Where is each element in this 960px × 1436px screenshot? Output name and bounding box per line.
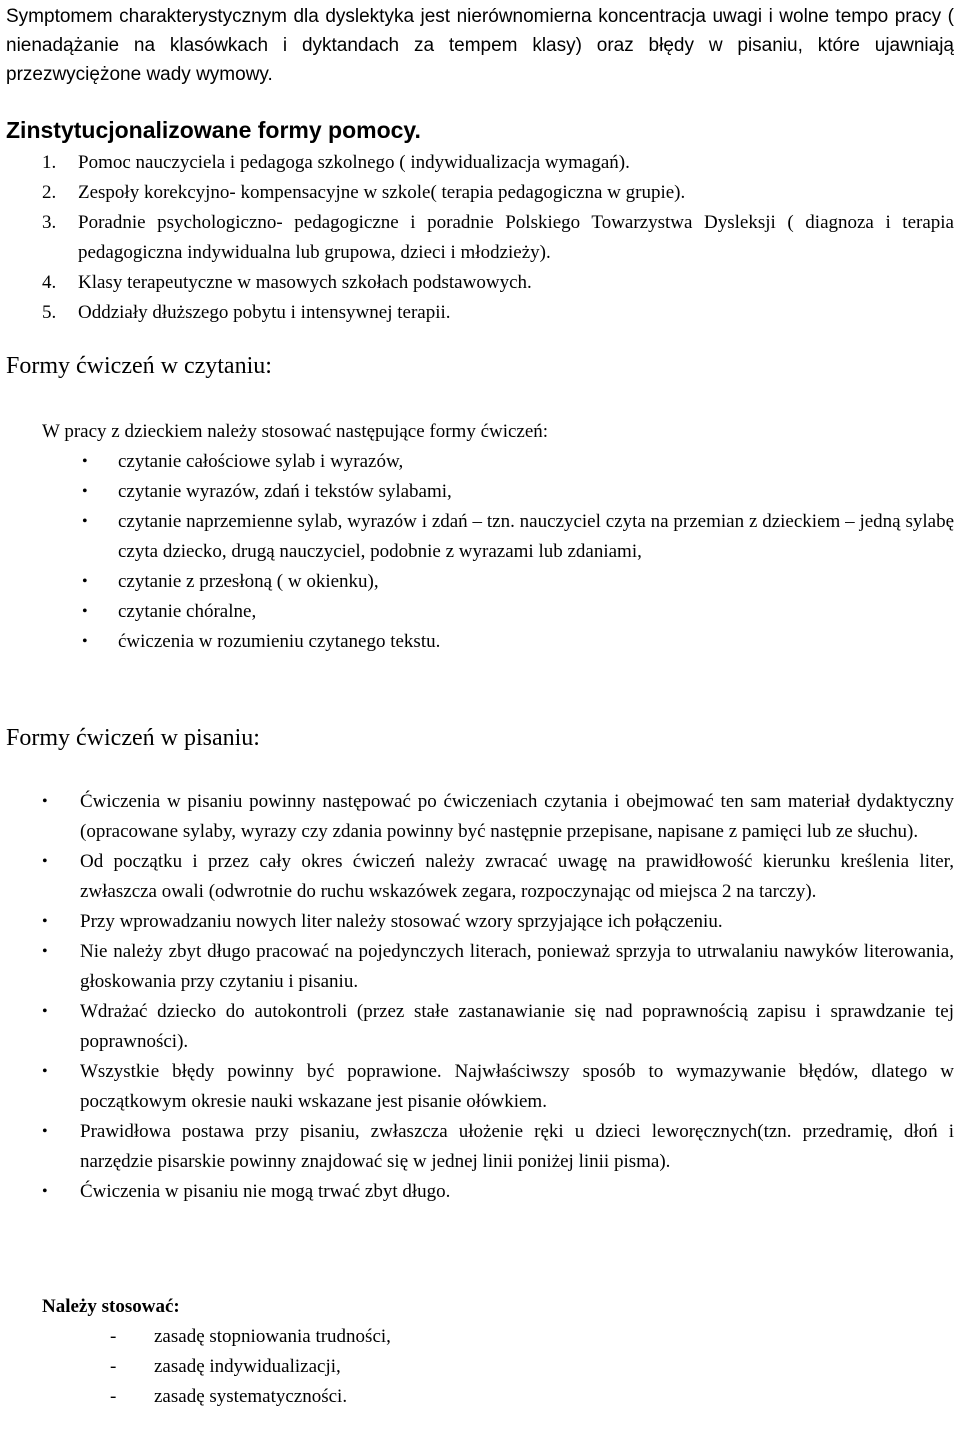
item-text: czytanie naprzemienne sylab, wyrazów i zdań – tzn. nauczyciel czyta na przemian z dzieckiem – jedną sylabę czyta dziecko, drugą nauczyciel, podobnie z wyrazami lub zdaniami, xyxy=(118,511,954,562)
bullet-icon: • xyxy=(42,1183,48,1200)
bullet-icon: • xyxy=(42,793,48,810)
numbered-item xyxy=(42,148,954,178)
bullet-icon: • xyxy=(82,513,88,530)
bullet-icon: • xyxy=(42,913,48,930)
reading-exercises-heading: Formy ćwiczeń w czytaniu: xyxy=(6,353,272,379)
numbered-item xyxy=(42,298,954,328)
principles-list xyxy=(110,1322,391,1412)
bullet-item xyxy=(42,787,954,847)
writing-exercises-list xyxy=(42,787,954,1207)
bullet-icon: • xyxy=(82,453,88,470)
bullet-icon: • xyxy=(42,1123,48,1140)
bullet-item xyxy=(82,567,954,597)
item-text: Ćwiczenia w pisaniu powinny następować po ćwiczeniach czytania i obejmować ten sam materiał dydaktyczny (opracowane sylaby, wyrazy czy zdania powinny być następnie przepisane, napisane z pamięci lub ze słuchu). xyxy=(80,791,954,842)
item-text: czytanie chóralne, xyxy=(118,601,257,622)
principles-label: Należy stosować: xyxy=(42,1296,180,1317)
bullet-icon: • xyxy=(82,483,88,500)
item-text: zasadę indywidualizacji, xyxy=(154,1356,341,1377)
item-text: Ćwiczenia w pisaniu nie mogą trwać zbyt długo. xyxy=(80,1181,451,1202)
item-text: czytanie wyrazów, zdań i tekstów sylabami, xyxy=(118,481,452,502)
bullet-item xyxy=(42,907,954,937)
dash-item xyxy=(110,1322,391,1352)
item-text: Nie należy zbyt długo pracować na pojedynczych literach, ponieważ sprzyja to utrwalaniu nawyków literowania, głoskowania przy czytaniu i pisaniu. xyxy=(80,941,954,992)
writing-exercises-heading: Formy ćwiczeń w pisaniu: xyxy=(6,725,260,751)
dash-item xyxy=(110,1352,391,1382)
item-text: zasadę stopniowania trudności, xyxy=(154,1326,391,1347)
item-text: Wszystkie błędy powinny być poprawione. Najwłaściwszy sposób to wymazywanie błędów, dlatego w początkowym okresie nauki wskazane jest pisanie ołówkiem. xyxy=(80,1061,954,1112)
bullet-item xyxy=(82,597,954,627)
dash-marker: - xyxy=(110,1356,117,1377)
item-text: Poradnie psychologiczno- pedagogiczne i poradnie Polskiego Towarzystwa Dysleksji ( diagnoza i terapia pedagogiczna indywidualna lub grupowa, dzieci i młodzieży). xyxy=(78,212,954,263)
bullet-item xyxy=(82,447,954,477)
help-forms-heading: Zinstytucjonalizowane formy pomocy. xyxy=(6,117,421,143)
bullet-item xyxy=(42,847,954,907)
bullet-icon: • xyxy=(42,1063,48,1080)
numbered-item xyxy=(42,178,954,208)
item-number: 2. xyxy=(42,182,57,203)
bullet-item xyxy=(42,937,954,997)
item-number: 4. xyxy=(42,272,57,293)
dash-item xyxy=(110,1382,391,1412)
bullet-item xyxy=(82,477,954,507)
item-text: Prawidłowa postawa przy pisaniu, zwłaszcza ułożenie ręki u dzieci leworęcznych(tzn. przedramię, dłoń i narzędzie pisarskie powinny znajdować się w jednej linii poniżej linii pisma). xyxy=(80,1121,954,1172)
item-number: 3. xyxy=(42,212,57,233)
bullet-item xyxy=(82,627,954,657)
help-forms-list xyxy=(42,148,954,328)
reading-exercises-list xyxy=(82,447,954,657)
dash-marker: - xyxy=(110,1386,117,1407)
bullet-icon: • xyxy=(82,633,88,650)
bullet-icon: • xyxy=(82,573,88,590)
item-text: Klasy terapeutyczne w masowych szkołach podstawowych. xyxy=(78,272,532,293)
bullet-item xyxy=(82,507,954,567)
item-text: zasadę systematyczności. xyxy=(154,1386,348,1407)
item-text: czytanie całościowe sylab i wyrazów, xyxy=(118,451,404,472)
bullet-icon: • xyxy=(42,853,48,870)
item-text: Zespoły korekcyjno- kompensacyjne w szkole( terapia pedagogiczna w grupie). xyxy=(78,182,686,203)
intro-paragraph: Symptomem charakterystycznym dla dyslektyka jest nierównomierna koncentracja uwagi i wolne tempo pracy ( nienadążanie na klasówkach i dyktandach za tempem klasy) oraz błędy w pisaniu, które ujawniają przezwyciężone wady wymowy. xyxy=(6,6,954,85)
item-text: Pomoc nauczyciela i pedagoga szkolnego ( indywidualizacja wymagań). xyxy=(78,152,630,173)
bullet-item xyxy=(42,1117,954,1177)
numbered-item xyxy=(42,268,954,298)
item-number: 1. xyxy=(42,152,57,173)
bullet-icon: • xyxy=(42,1003,48,1020)
item-text: Przy wprowadzaniu nowych liter należy stosować wzory sprzyjające ich połączeniu. xyxy=(80,911,723,932)
item-text: ćwiczenia w rozumieniu czytanego tekstu. xyxy=(118,631,441,652)
bullet-item xyxy=(42,997,954,1057)
item-text: Oddziały dłuższego pobytu i intensywnej terapii. xyxy=(78,302,451,323)
bullet-item xyxy=(42,1057,954,1117)
bullet-icon: • xyxy=(42,943,48,960)
bullet-icon: • xyxy=(82,603,88,620)
item-text: czytanie z przesłoną ( w okienku), xyxy=(118,571,379,592)
dash-marker: - xyxy=(110,1326,117,1347)
item-text: Od początku i przez cały okres ćwiczeń należy zwracać uwagę na prawidłowość kierunku kreślenia liter, zwłaszcza owali (odwrotnie do ruchu wskazówek zegara, rozpoczynając od miejsca 2 na tarczy). xyxy=(80,851,954,902)
item-number: 5. xyxy=(42,302,57,323)
bullet-item xyxy=(42,1177,954,1207)
item-text: Wdrażać dziecko do autokontroli (przez stałe zastanawianie się nad poprawnością zapisu i sprawdzanie tej poprawności). xyxy=(80,1001,954,1052)
reading-lead-paragraph: W pracy z dzieckiem należy stosować następujące formy ćwiczeń: xyxy=(42,421,549,442)
numbered-item xyxy=(42,208,954,268)
